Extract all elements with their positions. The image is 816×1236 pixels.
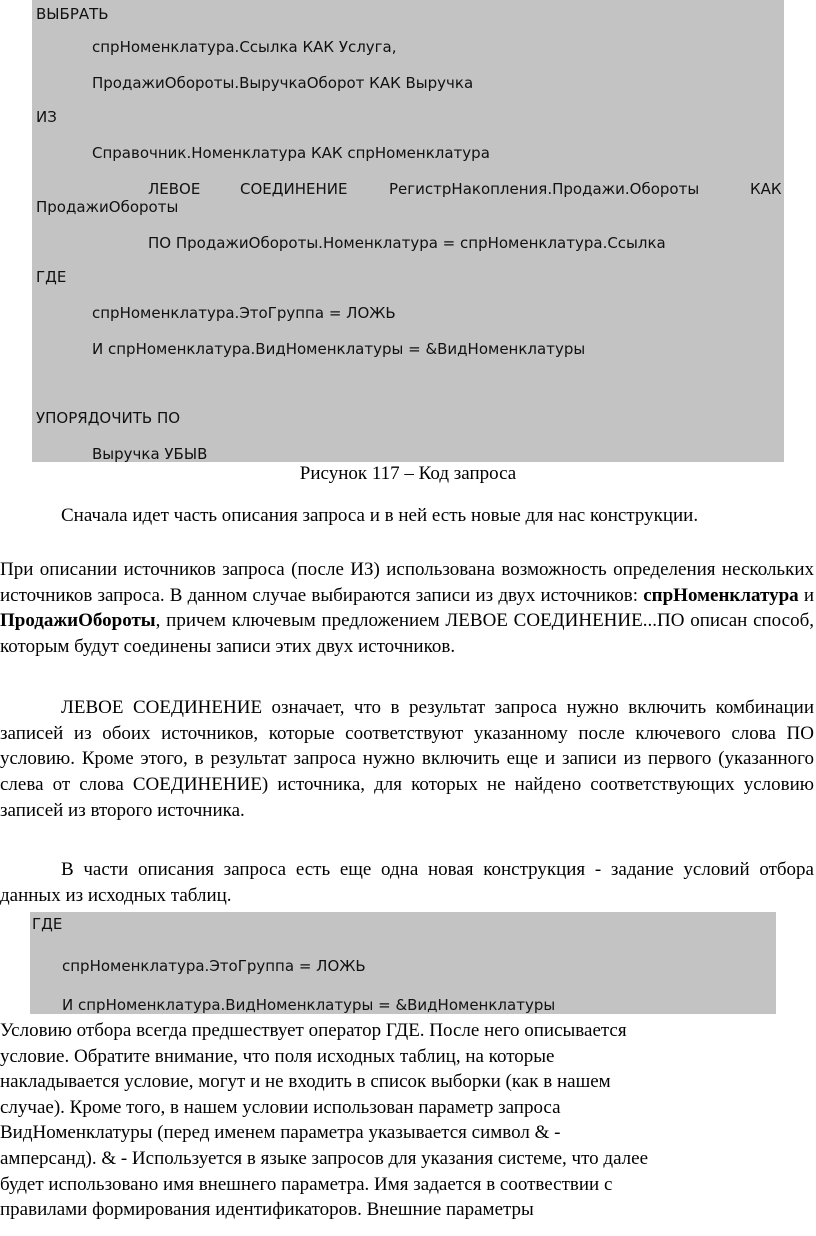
code-line: спрНоменклатура.ЭтоГруппа = ЛОЖЬ xyxy=(92,304,396,322)
code-line: И спрНоменклатура.ВидНоменклатуры = &ВидНоменклатуры xyxy=(92,340,586,358)
code-line: ИЗ xyxy=(36,108,57,126)
text-line: правилами формирования идентификаторов. Внешние параметры xyxy=(0,1199,534,1221)
text-span: и xyxy=(798,584,815,606)
code-line: ВЫБРАТЬ xyxy=(36,5,109,23)
where-code-image xyxy=(30,912,776,1014)
code-line: ПО ПродажиОбороты.Номенклатура = спрНоменклатура.Ссылка xyxy=(148,234,666,252)
code-line: спрНоменклатура.Ссылка КАК Услуга, xyxy=(92,38,397,56)
code-line: ПродажиОбороты.ВыручкаОборот КАК Выручка xyxy=(92,74,474,92)
code-word: СОЕДИНЕНИЕ xyxy=(240,180,348,198)
final-paragraph xyxy=(0,1018,816,1223)
text-span: , причем ключевым предложением ЛЕВОЕ СОЕДИНЕНИЕ...ПО описан способ, которым будут соединены записи этих двух источников. xyxy=(0,610,814,658)
text-line: будет использовано имя внешнего параметра. Имя задается в соотвествии с xyxy=(0,1173,613,1195)
text-line: условие. Обратите внимание, что поля исходных таблиц, на которые xyxy=(0,1045,555,1067)
text-line: амперсанд). & - Используется в языке запросов для указания системе, что далее xyxy=(0,1147,649,1169)
text-line: Условию отбора всегда предшествует оператор ГДЕ. После него описывается xyxy=(0,1020,627,1041)
paragraph-3: ЛЕВОЕ СОЕДИНЕНИЕ означает, что в результат запроса нужно включить комбинации записей из обоих источников, которые соответствуют указанному после ключевого слова ПО условию. Кроме этого, в результат запроса нужно включить еще и записи из первого (указанного слева от слова СОЕДИНЕНИЕ) источника, для которых не найдено соответствующих условию записей из второго источника. xyxy=(0,697,814,821)
code-line: УПОРЯДОЧИТЬ ПО xyxy=(36,409,181,427)
bold-term: спрНоменклатура xyxy=(643,584,799,606)
code-line: Справочник.Номенклатура КАК спрНоменклатура xyxy=(92,144,490,162)
code-word: РегистрНакопления.Продажи.Обороты xyxy=(389,180,700,198)
code-line: спрНоменклатура.ЭтоГруппа = ЛОЖЬ xyxy=(62,957,366,975)
query-code-image xyxy=(32,0,784,462)
code-word: КАК xyxy=(750,180,782,198)
paragraph-2 xyxy=(0,557,814,660)
code-line: И спрНоменклатура.ВидНоменклатуры = &ВидНоменклатуры xyxy=(62,996,556,1014)
code-line: ГДЕ xyxy=(36,268,67,286)
code-line: ПродажиОбороты xyxy=(36,198,179,216)
code-line: ГДЕ xyxy=(32,915,63,933)
text-line: накладывается условие, могут и не входить в список выборки (как в нашем xyxy=(0,1071,611,1093)
text-line: случае). Кроме того, в нашем условии использован параметр запроса xyxy=(0,1096,561,1118)
paragraph-4: В части описания запроса есть еще одна новая конструкция - задание условий отбора данных из исходных таблиц. xyxy=(0,859,814,906)
bold-term: ПродажиОбороты xyxy=(0,610,156,632)
code-line: Выручка УБЫВ xyxy=(92,445,208,462)
code-word: ЛЕВОЕ xyxy=(148,180,201,198)
text-line: ВидНоменклатуры (перед именем параметра указывается символ & - xyxy=(0,1122,561,1144)
figure-caption: Рисунок 117 – Код запроса xyxy=(299,463,517,484)
paragraph-1: Сначала идет часть описания запроса и в ней есть новые для нас конструкции. xyxy=(61,505,699,526)
text-span: При описании источников запроса (после ИЗ) использована возможность определения нескольких источников запроса. В данном случае выбираются записи из двух источников: xyxy=(0,559,814,606)
